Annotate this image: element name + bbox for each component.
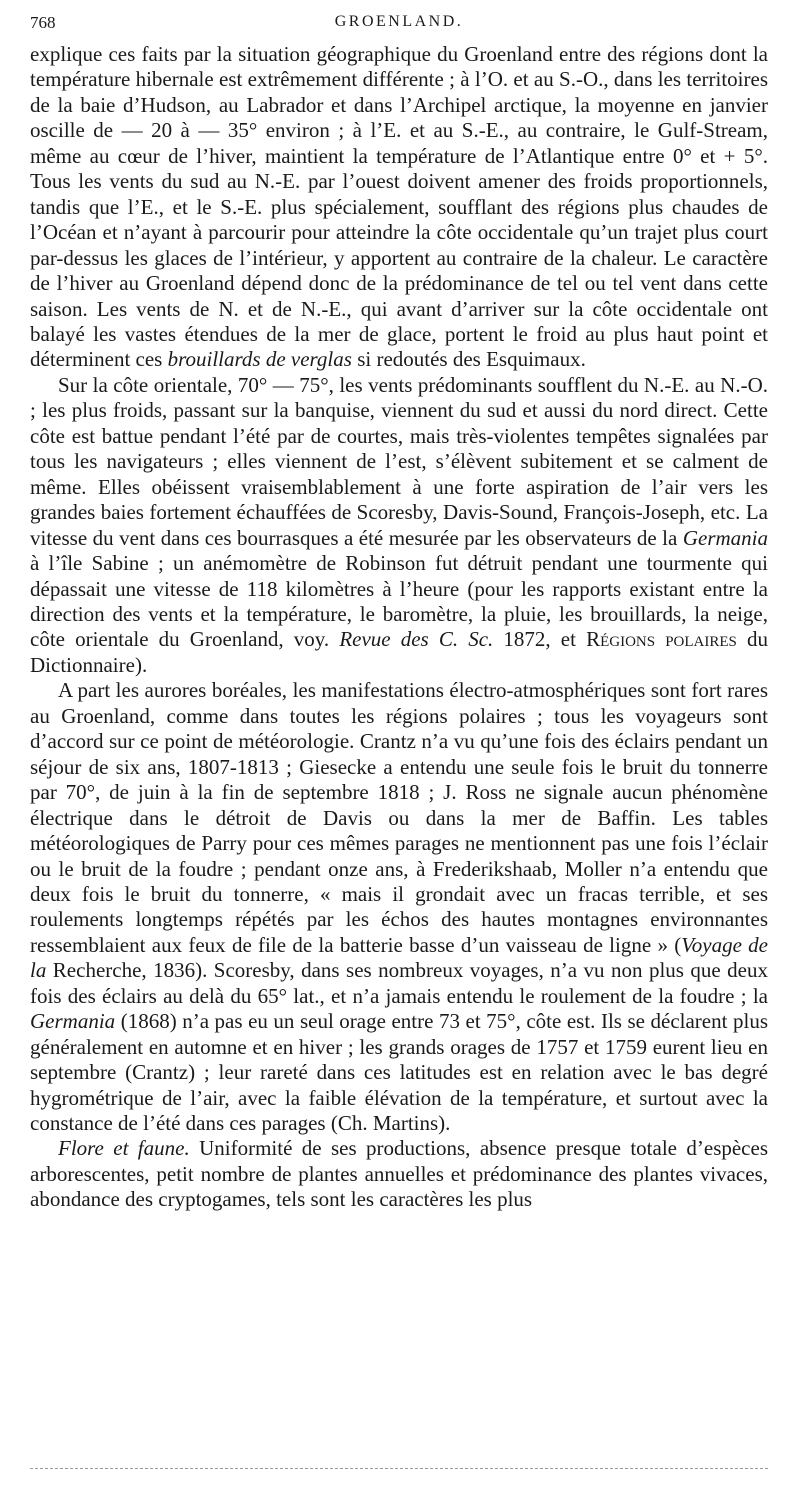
italic-run: Revue des C. Sc. [339, 627, 494, 652]
text-run: à l’île Sabine ; un anémomètre de Robinson fut détruit pendant une tourmente qui dépassait une vitesse de 118 kilomètres à l’heure (pour les rapports existant entre la direction des vents et la température, le baromètre, la pluie, les brouillards, la neige, côte orientale du Groenland, voy. [30, 551, 768, 652]
text-run: du Dictionnaire). [30, 627, 769, 677]
italic-run: Germania [682, 525, 768, 550]
body-text [30, 42, 768, 1213]
text-run: A part les aurores boréales, les manifestations électro-atmosphériques sont fort rares au Groenland, comme dans toutes les régions polaires ; tous les voyageurs sont d’accord sur ce point de météorologie. Crantz n’a vu qu’une fois des éclairs pendant un séjour de six ans, 1807-1813 ; Giesecke a entendu une seule fois le bruit du tonnerre par 70°, de juin à la fin de septembre 1818 ; J. Ross ne signale aucun phénomène électrique dans le détroit de Davis ou dans la mer de Baffin. Les tables météorologiques de Parry pour ces mêmes parages ne mentionnent pas une fois l’éclair ou le bruit de la foudre ; pendant onze ans, à Frederikshaab, Moller n’a entendu que deux fois le bruit du tonnerre, « mais il grondait avec un fracas terrible, et ses roulements longtemps répétés par les échos des hautes montagnes environnantes ressemblaient aux feux de file de la batterie basse d’un vaisseau de ligne » ( [30, 678, 768, 957]
text-run: (1868) n’a pas eu un seul orage entre 73 et 75°, côte est. Ils se déclarent plus généralement en automne et en hiver ; les grands orages de 1757 et 1759 eurent lieu en septembre (Crantz) ; leur rareté dans ces latitudes est en relation avec le bas degré hygrométrique de l’air, avec la faible élévation de la température, et surtout avec la constance de l’été dans ces parages (Ch. Martins). [30, 1009, 768, 1136]
paragraph-electrical-phenomena [30, 678, 768, 1136]
section-heading-inline: Flore et faune. [58, 1136, 190, 1161]
text-run: si redoutés des Esquimaux. [351, 347, 586, 372]
paragraph-east-coast-winds [30, 373, 768, 678]
italic-run: Voyage de la [30, 932, 768, 983]
text-run: Recherche, 1836). Scoresby, dans ses nombreux voyages, n’a vu non plus que deux fois des éclairs au delà du 65° lat., et n’a jamais entendu le roulement de la foudre ; la [30, 958, 768, 1008]
text-run: Sur la côte orientale, 70° — 75°, les vents prédominants soufflent du N.-E. au N.-O. ; les plus froids, passant sur la banquise, viennent du sud et aussi du nord direct. Cette côte est battue pendant l’été par de courtes, mais très-violentes tempêtes signalées par tous les navigateurs ; elles viennent de l’est, s’élèvent subitement et se calment de même. Elles obéissent vraisemblablement à une forte aspiration de l’air vers les grandes baies fortement échauffées de Scoresby, Davis-Sound, François-Joseph, etc. La vitesse du vent dans ces bourrasques a été mesurée par les observateurs de la [30, 372, 768, 550]
paragraph-winter-climate [30, 42, 768, 373]
running-head [30, 0, 768, 42]
paragraph-flora-fauna [30, 1136, 768, 1212]
text-run: Uniformité de ses productions, absence presque totale d’espèces arborescentes, petit nombre de plantes annuelles et prédominance des plantes vivaces, abondance des cryptogames, tels sont les caractères les plus [30, 1136, 768, 1212]
page-number: 768 [30, 13, 56, 32]
text-run: explique ces faits par la situation géographique du Groenland entre des régions dont la température hibernale est extrêmement différente ; à l’O. et au S.-O., dans les territoires de la baie d’Hudson, au Labrador et dans l’Archipel arctique, la moyenne en janvier oscille de — 20 à — 35° environ ; à l’E. et au S.-E., au contraire, le Gulf-Stream, même au cœur de l’hiver, maintient la température de l’Atlantique entre 0° et + 5°. Tous les vents du sud au N.-E. par l’ouest doivent amener des froids proportionnels, tandis que l’E., et le S.-E. plus spécialement, soufflant des régions plus chaudes de l’Océan et n’ayant à parcourir pour atteindre la côte occidentale qu’un trajet plus court par-dessus les glaces de l’intérieur, y apportent au contraire de la chaleur. Le caractère de l’hiver au Groenland dépend donc de la prédominance de tel ou tel vent dans cette saison. Les vents de N. et de N.-E., qui avant d’arriver sur la côte occidentale ont balayé les vastes étendues de la mer de glace, portent le froid au plus haut point et déterminent ces [30, 42, 768, 372]
italic-run: Germania [30, 1009, 116, 1034]
footer-rule [30, 1468, 768, 1469]
running-title: GROENLAND. [334, 13, 464, 30]
text-run: 1872, et [493, 627, 587, 652]
italic-run: brouillards de verglas [167, 347, 352, 372]
small-caps-run: Régions polaires [586, 627, 737, 652]
page [30, 0, 768, 1510]
